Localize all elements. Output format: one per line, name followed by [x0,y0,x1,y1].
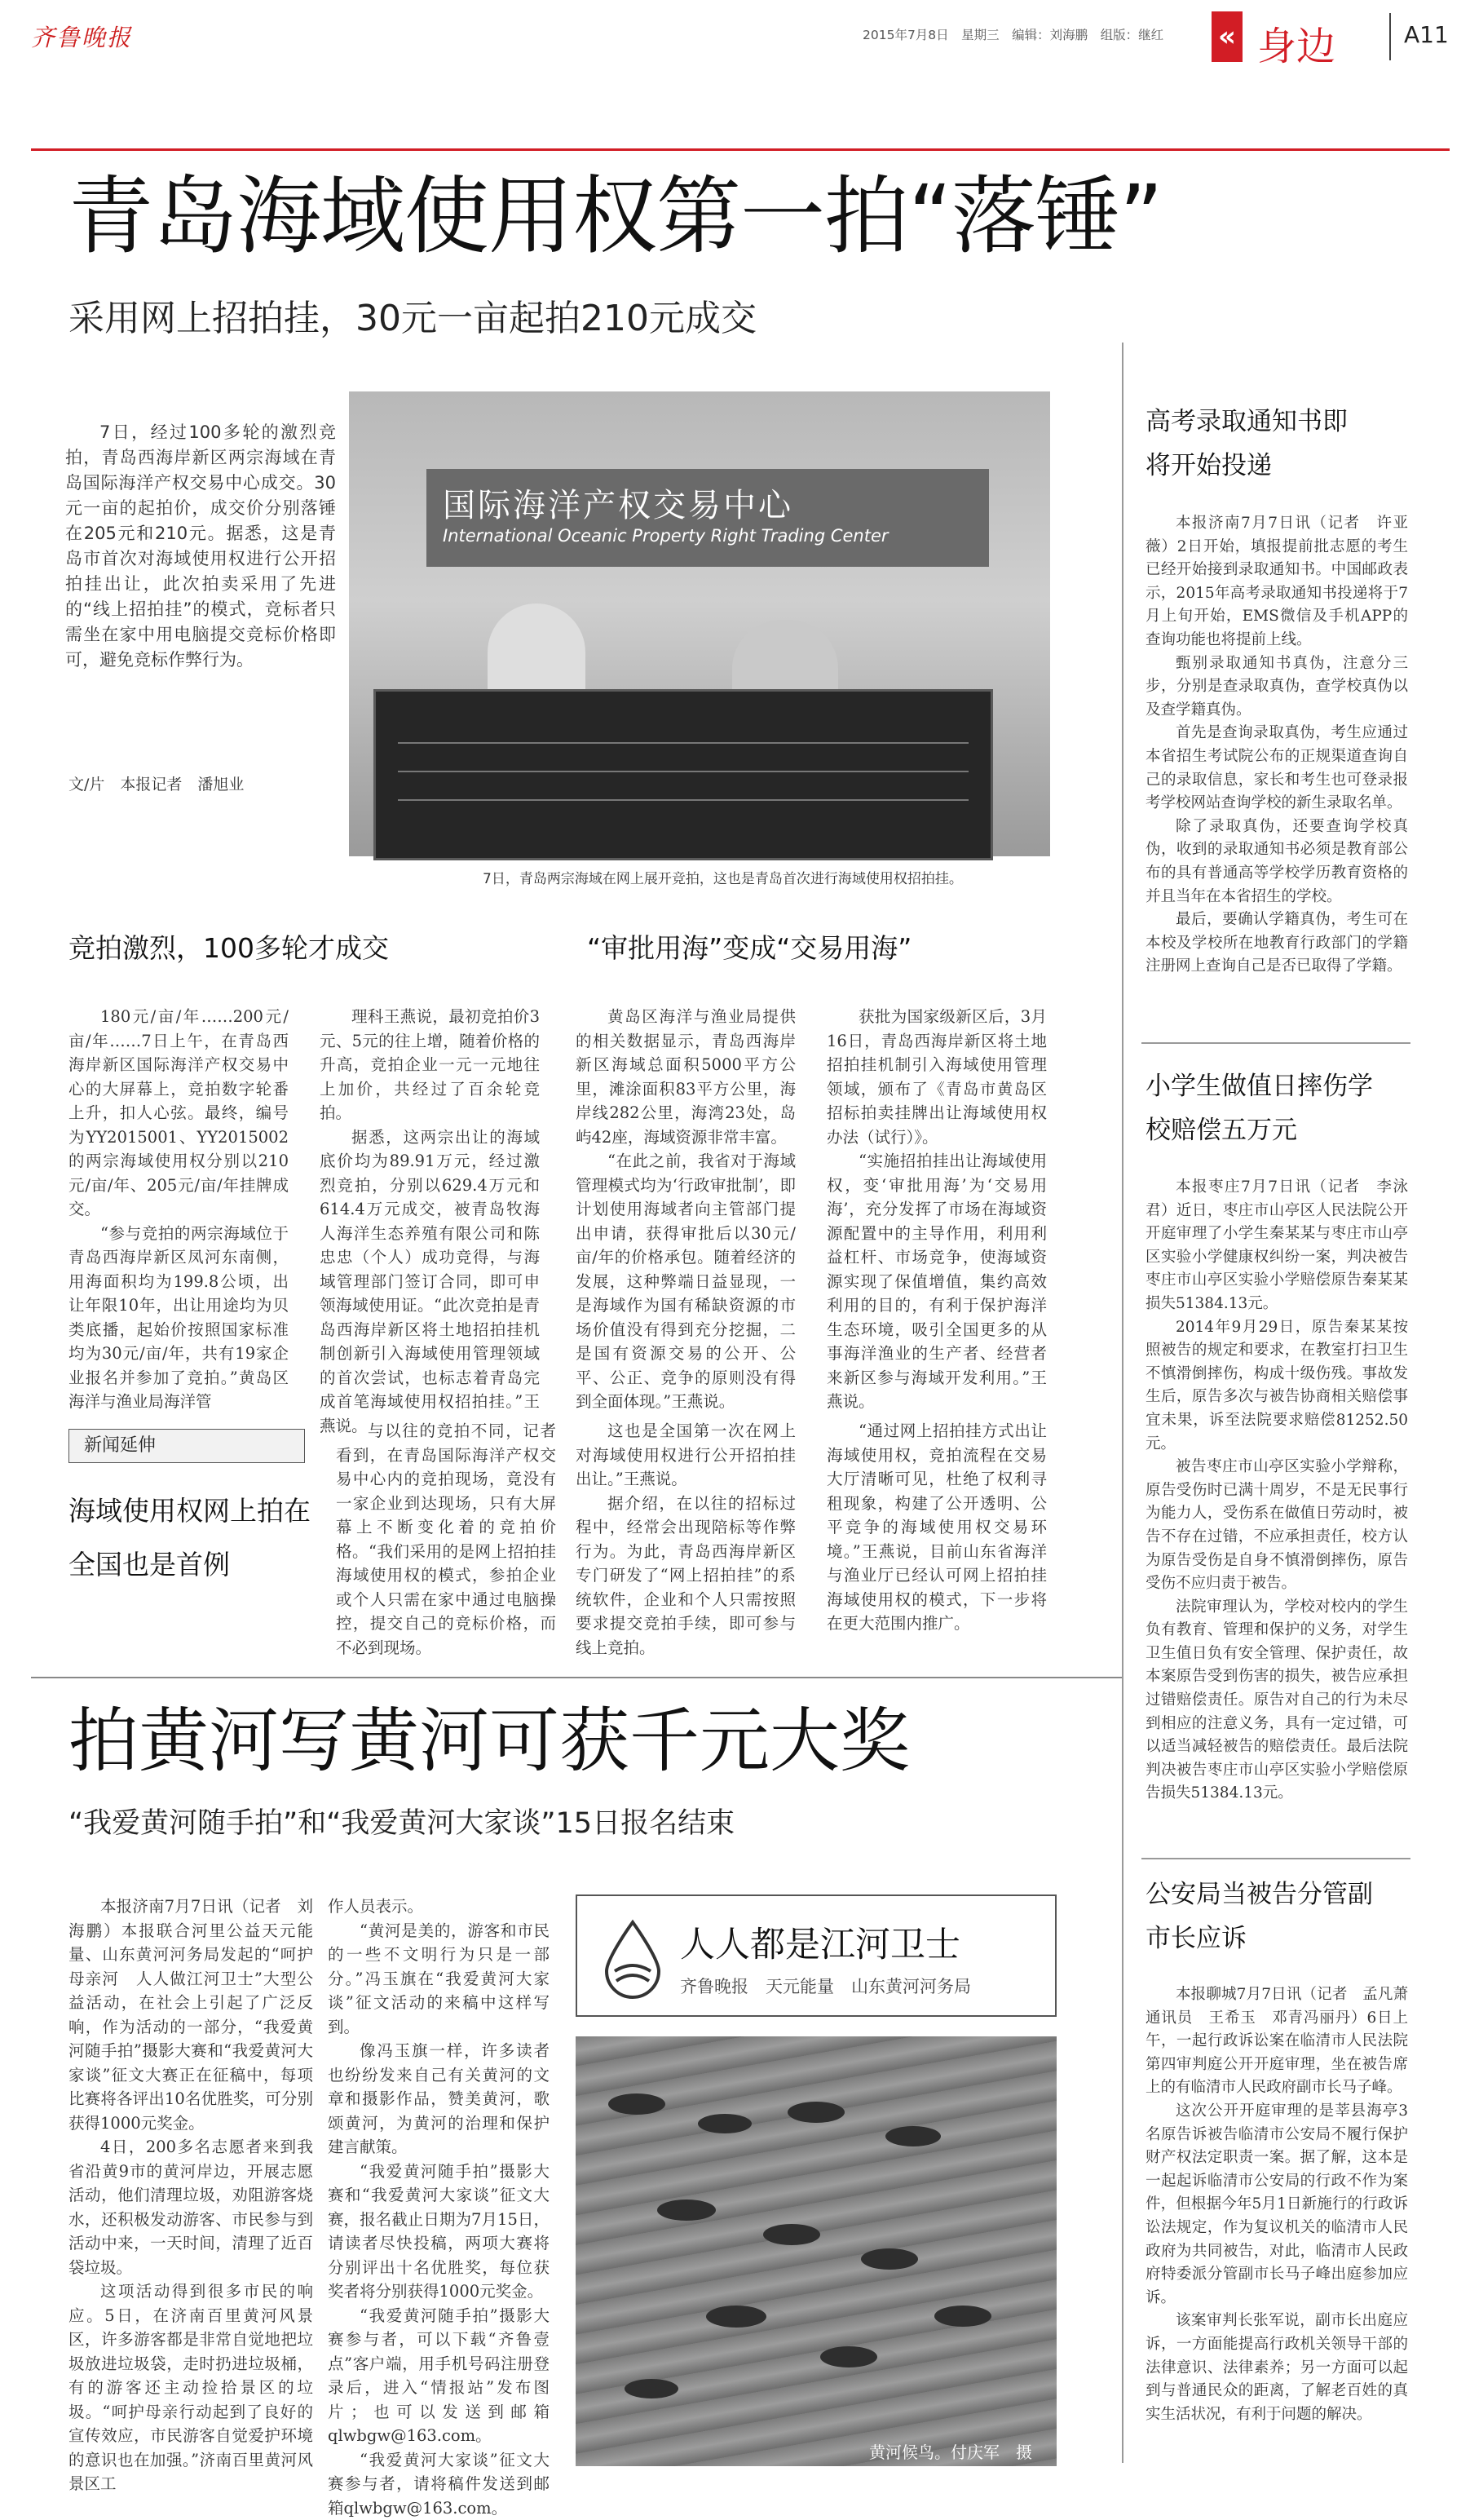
sidebar-story3-text: 本报聊城7月7日讯（记者 孟凡萧 通讯员 王希玉 邓青冯丽丹）6日上午，一起行政诉讼案在临清市人民法院第四审判庭公开开庭审理，坐在被告席上的有临清市人民政府副市长马子峰。 这次公开开庭审理的是莘县海亭3名原告诉被告临清市公安局不履行保护财产权法定职责一案。据了解，这本是一起起诉临清市公安局的行政不作为案件，但根据今年5月1日新施行的行政诉讼法规定，作为复议机关的临清市人民政府为共同被告，对此，临清市人民政府特委派分管副市长马子峰出庭参加应诉。 该案审判长张军说，副市长出庭应诉，一方面能提高行政机关领导干部的法律意识、法律素养；另一方面可以起到与普通民众的距离，了解老百姓的真实生活状况，有利于问题的解决。 [1146,1986,1424,2423]
extension-col2: 这也是全国第一次在网上对海域使用权进行公开招拍挂出让。”王燕说。 据介绍，在以往的招标过程中，经常会出现陪标等作弊行为。为此，青岛西海岸新区专门研发了“网上招拍挂”的系统软件，企业和个人只需按照要求提交竞拍手续，即可参与线上竞拍。 [576,1421,796,1657]
header-rule [31,148,1450,151]
second-headline: 拍黄河写黄河可获千元大奖 [68,1700,910,1782]
masthead-logo: 齐鲁晚报 [31,24,133,51]
photo-screen-row [398,799,969,801]
water-drop-icon [600,1919,665,1997]
header-divider [1389,13,1391,60]
section1-col2: 理科王燕说，最初竞拍价3元、5元的往上增，随着价格的升高，竞拍企业一元一元地往上加价，共经过了百余轮竞拍。 据悉，这两宗出让的海域底价均为89.91万元，经过激烈竞拍，分别以629.4万元和614.4万元成交，被青岛牧海人海洋生态养殖有限公司和陈忠忠（个人）成功竞得，与海域管理部门签订合同，即可申领海域使用证。“此次竞拍是青岛西海岸新区将土地招拍挂机制创新引入海域使用管理领域的首次尝试，也标志着青岛完成首笔海域使用权招拍挂。”王燕说。 [320,1007,540,1435]
photo-sign-text-en: International Oceanic Property Right Trading Center [443,526,889,546]
section1-title: 竞拍激烈，100多轮才成交 [68,932,389,964]
second-subheadline: “我爱黄河随手拍”和“我爱黄河大家谈”15日报名结束 [68,1807,735,1840]
ad-slogan: 人人都是江河卫士 [680,1925,960,1965]
section2-title: “审批用海”变成“交易用海” [587,932,912,964]
extension-title: 海域使用权网上拍在全国也是首例 [68,1495,311,1581]
sidebar-story1-text: 本报济南7月7日讯（记者 许亚薇）2日开始，填报提前批志愿的考生已经开始接到录取通知书。中国邮政表示，2015年高考录取通知书投递将于7月上旬开始，EMS微信及手机APP的查询功能也将提前上线。 甄别录取通知书真伪，注意分三步，分别是查录取真伪，查学校真伪以及查学籍真伪。 首先是查询录取真伪，考生应通过本省招生考试院公布的正规渠道查询自己的录取信息，家长和考生也可登录报考学校网站查询学校的新生录取名单。 除了录取真伪，还要查询学校真伪，收到的录取通知书必须是教育部公布的具有普通高等学校学历教育资格的并且当年在本省招生的学校。 最后，要确认学籍真伪，考生可在本校及学校所在地教育行政部门的学籍注册网上查询自己是否已取得了学籍。 [1146,515,1408,975]
bird-shape [698,2114,752,2133]
photo-screen-row [398,742,969,744]
bird-shape [934,2306,991,2327]
lead-headline: 青岛海域使用权第一拍“落锤” [68,166,1163,266]
sidebar-story3-title: 公安局当被告分管副市长应诉 [1146,1880,1373,1953]
lead-subheadline: 采用网上招拍挂，30元一亩起拍210元成交 [68,298,757,339]
section-chevron-icon: « [1212,11,1243,62]
lead-intro: 7日，经过100多轮的激烈竞拍，青岛西海岸新区两宗海域在青岛国际海洋产权交易中心成交。30元一亩的起拍价，成交价分别落锤在205元和210元。据悉，这是青岛市首次对海域使用权进行公开招拍挂出让，此次拍卖采用了先进的“线上招拍挂”的模式，竞标者只需坐在家中用电脑提交竞标价格即可，避免竞标作弊行为。 [65,422,336,670]
photo-screen-row [398,771,969,772]
bird-shape [861,2248,918,2270]
bird-shape [763,2224,820,2245]
sidebar-rule [1141,1042,1410,1044]
extension-col3: “通过网上招拍挂方式出让海域使用权，竞拍流程在交易大厅清晰可见，杜绝了权利寻租现象，构建了公开透明、公平竞争的海域使用权交易环境。”王燕说，目前山东省海洋与渔业厅已经认可网上招拍挂海域使用权的模式，下一步将在更大范围内推广。 [827,1421,1047,1633]
bird-shape [608,2093,665,2115]
extension-label: 新闻延伸 [68,1429,305,1463]
ad-logos: 齐鲁晚报 天元能量 山东黄河河务局 [680,1977,971,1996]
section-label: 身边 [1257,24,1336,69]
second-rule [31,1677,1123,1678]
birds-photo-caption: 黄河候鸟。付庆军 摄 [869,2443,1032,2462]
section1-col1: 180元/亩/年……200元/亩/年……7日上午，在青岛西海岸新区国际海洋产权交易中心的大屏幕上，竞拍数字轮番上升，扣人心弦。最终，编号为YY2015001、YY2015002的两宗海域使用权分别以210元/亩/年、205元/亩/年挂牌成交。 “参与竞拍的两宗海域位于青岛西海岸新区凤河东南侧，用海面积均为199.8公顷，出让年限10年，出让用途均为贝类底播，起始价按照国家标准均为30元/亩/年，共有19家企业报名并参加了竞拍。”黄岛区海洋与渔业局海洋管 [68,1007,289,1411]
section2-col2: 获批为国家级新区后，3月16日，青岛西海岸新区将土地招拍挂机制引入海域使用管理领域，颁布了《青岛市黄岛区招标拍卖挂牌出让海域使用权办法（试行）》。 “实施招拍挂出让海域使用权，变‘审批用海’为‘交易用海’，充分发挥了市场在海域资源配置中的主导作用，利用利益杠杆、市场竞争，使海域资源实现了保值增值，集约高效利用的目的，有利于保护海洋生态环境，吸引全国更多的从事海洋渔业的生产者、经营者来新区参与海域开发利用。”王燕说。 [827,1007,1047,1411]
bird-shape [625,2379,678,2398]
sidebar-story2-title: 小学生做值日摔伤学校赔偿五万元 [1146,1072,1373,1145]
photo-sign-text: 国际海洋产权交易中心 [443,487,793,524]
bird-shape [788,2102,845,2123]
sidebar-story1-title: 高考录取通知书即将开始投递 [1146,407,1348,480]
sidebar-divider [1122,343,1123,2463]
lead-byline: 文/片 本报记者 潘旭业 [68,776,245,794]
sidebar-rule [1141,1858,1410,1859]
page-number: A11 [1404,21,1449,48]
lead-photo [349,391,1050,856]
campaign-ad [576,1894,1057,2017]
page-meta: 2015年7月8日 星期三 编辑：刘海鹏 组版：继红 [863,28,1164,42]
section-tab [1212,11,1415,69]
photo-screen [373,689,993,860]
sidebar-story2-text: 本报枣庄7月7日讯（记者 李泳君）近日，枣庄市山亭区人民法院公开开庭审理了小学生秦某某与枣庄市山亭区实验小学健康权纠纷一案，判决被告枣庄市山亭区实验小学赔偿原告秦某某损失51384.13元。 2014年9月29日，原告秦某某按照被告的规定和要求，在教室打扫卫生不慎滑倒摔伤，构成十级伤残。事故发生后，原告多次与被告协商相关赔偿事宜未果，诉至法院要求赔偿81252.50元。 被告枣庄市山亭区实验小学辩称，原告受伤时已满十周岁，不是无民事行为能力人，受伤系在做值日劳动时，被告不存在过错，不应承担责任，校方认为原告受伤是自身不慎滑倒摔伤，原告受伤不应归责于被告。 法院审理认为，学校对校内的学生负有教育、管理和保护的义务，对学生卫生值日负有安全管理、保护责任，故本案原告受到伤害的损失，被告应承担过错赔偿责任。原告对自己的行为未尽到相应的注意义务，具有一定过错，可以适当减轻被告的赔偿责任。最后法院判决被告枣庄市山亭区实验小学赔偿原告损失51384.13元。 [1146,1178,1408,1802]
bird-shape [820,2346,877,2367]
birds-photo [576,2036,1057,2466]
bird-shape [885,2126,941,2146]
bird-shape [706,2306,766,2328]
second-col2: 作人员表示。 “黄河是美的，游客和市民的一些不文明行为只是一部分。”冯玉旗在“我爱黄河大家谈”征文活动的来稿中这样写到。 像冯玉旗一样，许多读者也纷纷发来自己有关黄河的文章和摄影作品，赞美黄河，歌颂黄河，为黄河的治理和保护建言献策。 “我爱黄河随手拍”摄影大赛和“我爱黄河大家谈”征文大赛，报名截止日期为7月15日，请读者尽快投稿，两项大赛将分别评出十名优胜奖，每位获奖者将分别获得1000元奖金。 “我爱黄河随手拍”摄影大赛参与者，可以下载“齐鲁壹点”客户端，用手机号码注册登录后，进入“情报站”发布图片；也可以发送到邮箱qlwbgw@163.com。 “我爱黄河大家谈”征文大赛参与者，请将稿件发送到邮箱qlwbgw@163.com。 [328,1897,550,2518]
lead-photo-caption: 7日，青岛两宗海域在网上展开竞拍，这也是青岛首次进行海域使用权招拍挂。 [483,871,963,887]
bird-shape [657,2199,716,2221]
extension-col1: 与以往的竞拍不同，记者看到，在青岛国际海洋产权交易中心内的竞拍现场，竟没有一家企业到达现场，只有大屏幕上不断变化着的竞拍价格。“我们采用的是网上招拍挂海域使用权的模式，参拍企业或个人只需在家中通过电脑操控，提交自己的竞标价格，而不必到现场。 [336,1421,556,1657]
section2-col1: 黄岛区海洋与渔业局提供的相关数据显示，青岛西海岸新区海域总面积5000平方公里，滩涂面积83平方公里，海岸线282公里，海湾23处，岛屿42座，海域资源非常丰富。 “在此之前，我省对于海域管理模式均为‘行政审批制’，即计划使用海域者向主管部门提出申请，获得审批后以30元/亩/年的价格承包。随着经济的发展，这种弊端日益显现，一是海域作为国有稀缺资源的市场价值没有得到充分挖掘，二是国有资源交易的公开、公平、公正、竞争的原则没有得到全面体现。”王燕说。 [576,1007,796,1411]
second-col1: 本报济南7月7日讯（记者 刘海鹏）本报联合河里公益天元能量、山东黄河河务局发起的“呵护母亲河 人人做江河卫士”大型公益活动，在社会上引起了广泛反响，作为活动的一部分，“我爱黄河随手拍”摄影大赛和“我爱黄河大家谈”征文大赛正在征稿中，每项比赛将各评出10名优胜奖，可分别获得1000元奖金。 4日，200多名志愿者来到我省沿黄9市的黄河岸边，开展志愿活动，他们清理垃圾，劝阻游客烧水，还积极发动游客、市民参与到活动中来，一天时间，清理了近百袋垃圾。 这项活动得到很多市民的响应。5日，在济南百里黄河风景区，许多游客都是非常自觉地把垃圾放进垃圾袋，走时扔进垃圾桶，有的游客还主动捡拾景区的垃圾。“呵护母亲行动起到了良好的宣传效应，市民游客自觉爱护环境的意识也在加强。”济南百里黄河风景区工 [68,1897,313,2493]
